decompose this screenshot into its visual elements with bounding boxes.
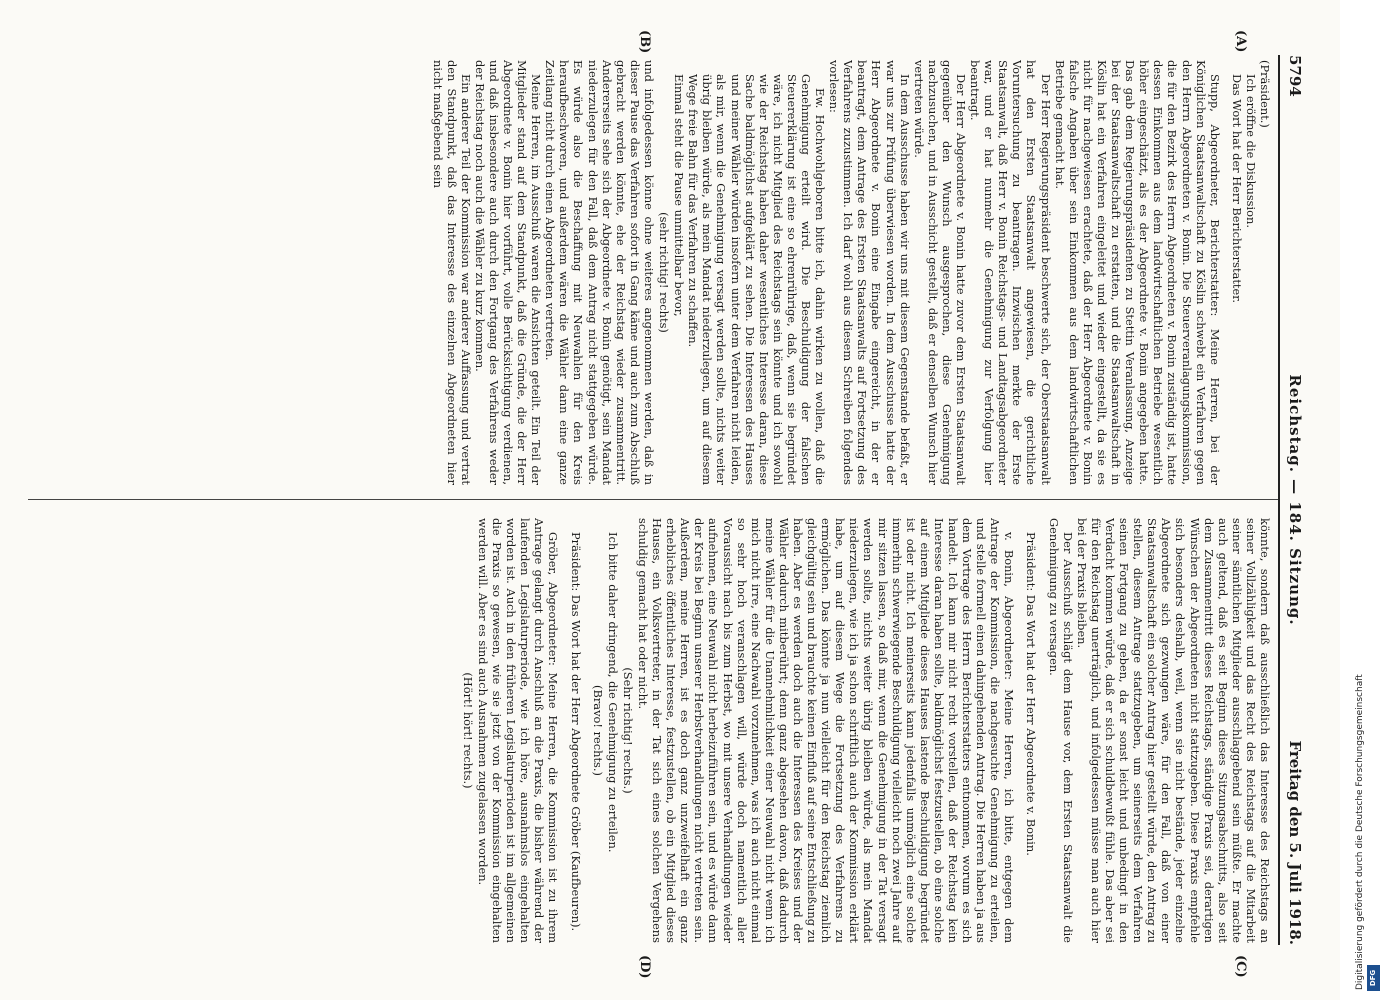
paragraph: könnte, sondern daß ausschließlich das Interesse des Reichstags an seiner Vollzähligkeit und das Recht des Reichstags auf die Mitarbeit seiner sämtlichen Mitglieder ausschlaggebend sein müßte. Er machte auch geltend, daß es seit Beginn dieses Sitzungsabschnitts, also seit dem Zusammentritt dieses Reichstags, ständige Praxis sei, derartigen Wünschen der Abgeordneten nicht stattzugeben. Diese Praxis empfehle sich besonders deshalb, weil, wenn sie nicht bestände, jeder einzelne Abgeordnete sich gezwungen wäre, für den Fall, daß von einer Staatsanwaltschaft ein solcher Antrag hier gestellt würde, den Antrag zu stellen, diesem Antrage stattzugeben, um seinerseits dem Verfahren seinen Fortgang zu geben, da er sonst leicht und unbedingt in den Verdacht kommen würde, daß er sich schuldbewußt fühle. Das aber sei für den Reichstag unerträglich, und infolgedessen müsse man auch hier bei der Praxis bleiben.: [1074, 518, 1272, 943]
interjection: (sehr richtig! rechts): [657, 212, 672, 333]
paragraph: Das Wort hat der Herr Berichterstatter.: [1229, 74, 1244, 304]
paragraph: Der Ausschuß schlägt dem Hause vor, dem Ersten Staatsanwalt die Genehmigung zu versagen.: [1046, 518, 1075, 943]
digitization-credit: Digitalisierung gefördert durch die Deutsche Forschungsgemeinschaft: [1355, 674, 1365, 990]
paragraph: Einmal steht die Pause unmittelbar bevor,: [672, 74, 687, 317]
paragraph: In dem Ausschusse haben wir uns mit diesem Gegenstande befaßt, er war uns zur Prüfung überwiesen worden. In dem Ausschusse hatte der Herr Abgeordnete v. Bonin eine Eingabe eingereicht, in der er beantragt, dem Antrage des Ersten Staatsanwalts auf Fortsetzung des Verfahrens zuzustimmen. Ich darf wohl aus diesem Schreiben folgendes vorlesen:: [827, 60, 912, 485]
paragraph: Meine Herren, im Ausschuß waren die Ansichten geteilt. Ein Teil der Mitglieder stand auf dem Standpunkt, daß die Gründe, die der Herr Abgeordnete v. Bonin hier vorführt, volle Berücksichtigung verdienen, und daß insbesondere auch durch den Fortgang des Verfahrens weder der Reichstag noch auch die Wähler zu kurz kommen.: [472, 60, 544, 485]
paragraph: Ich eröffne die Diskussion.: [1243, 74, 1258, 228]
paragraph: und infolgedessen könne ohne weiteres angenommen werden, daß in dieser Pause das Verfahren sofort in Gang käme und auch zum Abschluß gebracht werden könnte, ehe der Reichstag wieder zusammentritt. Andererseits sehe sich der Abgeordnete v. Bonin genötigt, sein Mandat niederzulegen für den Fall, daß dem Antrag nicht stattgegeben würde. Es würde also die Beschaffung mit Neuwahlen für den Kreis heraufbeschworen, und außerdem wären die Wähler dann eine ganze Zeitlang nicht durch einen Abgeordneten vertreten.: [543, 60, 656, 485]
paragraph: Präsident: Das Wort hat der Herr Abgeordnete Gröber (Kaufbeuren).: [568, 532, 583, 932]
speaker-continuation: (Präsident.): [1258, 60, 1272, 128]
paragraph: Der Herr Regierungspräsident beschwerte sich, der Oberstaatsanwalt hat den Ersten Staatsanwalt angewiesen, die gerichtliche Voruntersuchung zu beantragen. Inzwischen merkte der Erste Staatsanwalt, daß Herr v. Bonin Reichstags- und Landtagsabgeordneter war, und er hat nunmehr die Genehmigung zur Verfolgung hier beantragt.: [968, 60, 1053, 485]
session-title: Reichstag. — 184. Sitzung.: [1286, 374, 1304, 626]
interjection: (Bravo! rechts.): [590, 685, 605, 776]
running-head: [1282, 55, 1308, 945]
margin-marker-a: (A): [1233, 30, 1248, 53]
left-column: [32, 60, 1272, 485]
quoted-letter: Ew. Hochwohlgeboren bitte ich, dahin wirken zu wollen, daß die Genehmigung erteilt wird. Die Beschuldigung der falschen Steuererklärung ist eine so ehrenrührige, daß, wenn sie begründet wäre, ich nicht Mitglied des Reichstags sein könnte und ich sowohl wie der Reichstag haben daher wesentliches Interesse daran, diese Sache baldmöglichst aufgeklärt zu sehen. Die Interessen des Hauses und meiner Wähler würden insofern unter dem Verfahren nicht leiden, als mir, wenn die Genehmigung versagt werden sollte, nichts weiter übrig bleiben würde, als mein Mandat niederzulegen, um auf diesem Wege freie Bahn für das Verfahren zu schaffen.: [686, 74, 828, 485]
header-rule: [1278, 55, 1280, 945]
session-date: Freitag den 5. Juli 1918.: [1286, 740, 1304, 945]
paragraph: Stupp, Abgeordneter, Berichterstatter: Meine Herren, bei der Königlichen Staatsanwaltschaft zu Köslin schwebt ein Verfahren gegen den Herrn Abgeordneten v. Bonin. Die Steuerveranlagungskommission, die für den Bezirk des Herrn Abgeordneten v. Bonin zuständig ist, hatte dessen Einkommen aus dem landwirtschaftlichen Betriebe wesentlich höher eingeschätzt, als es der Abgeordnete v. Bonin angegeben hatte. Das gab dem Regierungspräsidenten zu Stettin Veranlassung, Anzeige bei der Staatsanwaltschaft zu erstatten, und die Staatsanwaltschaft in Köslin hat ein Verfahren eingeleitet und wieder eingestellt, da sie es nicht für nachgewiesen erachtete, daß der Herr Abgeordnete v. Bonin falsche Angaben über sein Einkommen aus dem landwirtschaftlichen Betriebe gemacht hat.: [1052, 60, 1222, 485]
paragraph: Ein anderer Teil der Kommission war anderer Auffassung und vertrat den Standpunkt, daß das Interesse des einzelnen Abgeordneten hier nicht maßgebend sein: [430, 60, 473, 485]
paragraph: Der Herr Abgeordnete v. Bonin hatte zuvor dem Ersten Staatsanwalt gegenüber den Wunsch ausgesprochen, diese Genehmigung nachzusuchen, und in Ausschicht gestellt, daß er denselben Wunsch hier vertreten würde.: [911, 60, 969, 485]
paragraph: v. Bonin, Abgeordneter: Meine Herren, ich bitte, entgegen dem Antrage der Kommission, die nachgesuchte Genehmigung zu erteilen, und stelle formell einen dahingehenden Antrag. Die Herren haben ja aus dem Vortrage des Herrn Berichterstatters entnommen, worum es sich handelt. Ich kann mir nicht recht vorstellen, daß der Reichstag kein Interesse daran haben sollte, baldmöglichst festzustellen, ob eine solche auf einem Mitgliede dieses Hauses lastende Beschuldigung begründet ist oder nicht. Ich meinerseits kann jedenfalls unmöglich eine solche immerhin schwerwiegende Beschuldigung vielleicht noch zwei Jahre auf mir sitzen lassen, so daß mir, wenn die Genehmigung in der Tat versagt werden sollte, nichts weiter übrig bleiben würde, als mein Mandat niederzulegen, wie ich ja schon schriftlich auch der Kommission erklärt habe, um auf diesem Wege die Fortsetzung des Verfahrens zu ermöglichen. Das könnte ja nun vielleicht für den Reichstag ziemlich gleichgültig sein und brauchte keinen Einfluß auf seine Entschließung zu haben. Aber es werden doch auch die Interessen des Kreises und der Wähler dadurch mitberührt; denn ganz abgesehen davon, daß dadurch meine Wähler für die Unannehmlichkeit einer Neuwahl nicht wenn ich mich nicht irre, eine Nachwahl vorzunehmen, was ich auch nicht einmal so sehr hoch veranschlagen will, würde doch namentlich aller Voraussicht nach bis zum Herbst, wo mit unsere Verhandlungen wieder aufnehmen, eine Neuwahl nicht herbeizuführen sein, und es würde dann der Kreis bei Beginn unserer Herbstverhandlungen nicht vertreten sein. Außerdem, meine Herren, ist es doch ganz unzweifelhaft ein ganz erhebliches öffentliches Interesse, festzustellen, ob ein Mitglied dieses Hauses, ein Volksvertreter, in der Tat sich eines solchen Vergehens schuldig gemacht hat oder nicht.: [635, 518, 1017, 943]
dfg-logo-text: DFG: [1369, 969, 1378, 987]
column-divider: [28, 499, 1278, 500]
paragraph: Ich bitte daher dringend, die Genehmigung zu erteilen.: [605, 532, 620, 853]
margin-marker-b: (B): [637, 30, 652, 54]
dfg-logo: [1367, 965, 1380, 991]
paragraph: Gröber, Abgeordneter: Meine Herren, die Kommission ist zu ihrem Antrage gelangt durch Anschluß an die Praxis, die bisher während der laufenden Legislaturperiode, wie ich höre, ausnahmslos eingehalten worden ist. Auch in den früheren Legislaturperioden ist im allgemeinen die Praxis so gewesen, wie sie jetzt von der Kommission eingehalten werden will. Aber es sind auch Ausnahmen zugelassen worden.: [476, 518, 561, 943]
page-number: 5794: [1286, 55, 1304, 97]
interjection: (Hört! hört! rechts.): [460, 672, 475, 789]
interjection: (Sehr richtig! rechts.): [620, 667, 635, 794]
margin-marker-d: (D): [637, 955, 652, 979]
right-column: [32, 518, 1272, 943]
margin-marker-c: (C): [1233, 955, 1248, 978]
paragraph: Präsident: Das Wort hat der Herr Abgeordnete v. Bonin.: [1024, 532, 1039, 856]
